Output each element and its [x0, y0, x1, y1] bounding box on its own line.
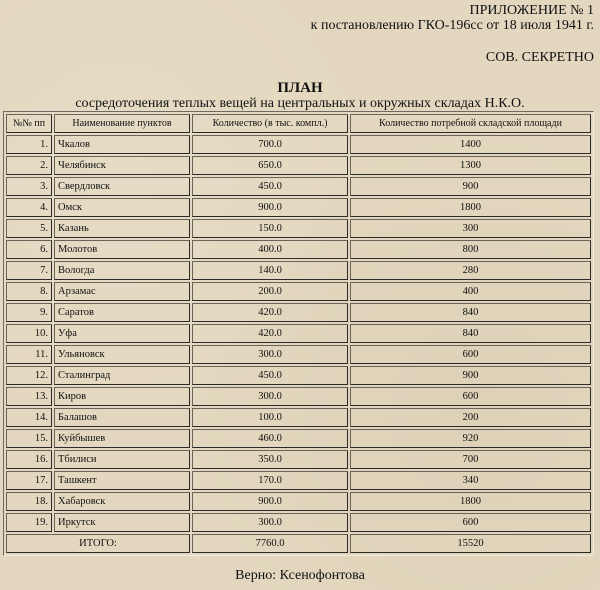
table-row	[6, 219, 591, 238]
row-storage-area: 920	[350, 429, 591, 448]
row-location-name: Уфа	[54, 324, 190, 343]
table-row	[6, 198, 591, 217]
row-number: 1.	[6, 135, 52, 154]
row-quantity: 150.0	[192, 219, 348, 238]
column-header-name: Наименование пунктов	[54, 114, 190, 133]
table-row	[6, 345, 591, 364]
row-location-name: Арзамас	[54, 282, 190, 301]
row-storage-area: 1800	[350, 492, 591, 511]
row-quantity: 140.0	[192, 261, 348, 280]
row-storage-area: 340	[350, 471, 591, 490]
table-row	[6, 471, 591, 490]
row-number: 6.	[6, 240, 52, 259]
row-storage-area: 1400	[350, 135, 591, 154]
row-quantity: 170.0	[192, 471, 348, 490]
row-location-name: Свердловск	[54, 177, 190, 196]
row-storage-area: 900	[350, 177, 591, 196]
row-number: 9.	[6, 303, 52, 322]
row-location-name: Чкалов	[54, 135, 190, 154]
total-area: 15520	[350, 534, 591, 553]
row-number: 3.	[6, 177, 52, 196]
row-location-name: Омск	[54, 198, 190, 217]
column-header-number: №№ пп	[6, 114, 52, 133]
row-storage-area: 600	[350, 513, 591, 532]
table-row	[6, 324, 591, 343]
row-storage-area: 1300	[350, 156, 591, 175]
row-location-name: Челябинск	[54, 156, 190, 175]
row-quantity: 420.0	[192, 324, 348, 343]
row-quantity: 450.0	[192, 366, 348, 385]
row-quantity: 300.0	[192, 387, 348, 406]
row-storage-area: 600	[350, 387, 591, 406]
row-number: 10.	[6, 324, 52, 343]
resolution-reference: к постановлению ГКО-196сс от 18 июля 1941 г.	[310, 18, 594, 33]
page-title: ПЛАН	[277, 80, 323, 96]
column-header-area: Количество потребной складской площади	[350, 114, 591, 133]
row-quantity: 460.0	[192, 429, 348, 448]
table-row	[6, 135, 591, 154]
plan-table	[3, 111, 594, 556]
row-location-name: Иркутск	[54, 513, 190, 532]
row-location-name: Киров	[54, 387, 190, 406]
row-location-name: Балашов	[54, 408, 190, 427]
row-quantity: 450.0	[192, 177, 348, 196]
row-number: 14.	[6, 408, 52, 427]
row-number: 4.	[6, 198, 52, 217]
row-storage-area: 800	[350, 240, 591, 259]
row-location-name: Молотов	[54, 240, 190, 259]
row-number: 18.	[6, 492, 52, 511]
row-quantity: 900.0	[192, 198, 348, 217]
row-quantity: 300.0	[192, 513, 348, 532]
table-row	[6, 303, 591, 322]
table-row	[6, 366, 591, 385]
row-quantity: 900.0	[192, 492, 348, 511]
row-location-name: Хабаровск	[54, 492, 190, 511]
table-row	[6, 387, 591, 406]
row-quantity: 420.0	[192, 303, 348, 322]
row-storage-area: 900	[350, 366, 591, 385]
table-body	[6, 135, 591, 532]
row-number: 11.	[6, 345, 52, 364]
row-location-name: Куйбышев	[54, 429, 190, 448]
row-quantity: 200.0	[192, 282, 348, 301]
table-row	[6, 240, 591, 259]
row-storage-area: 400	[350, 282, 591, 301]
row-storage-area: 280	[350, 261, 591, 280]
table-row	[6, 177, 591, 196]
total-quantity: 7760.0	[192, 534, 348, 553]
table-row	[6, 282, 591, 301]
row-number: 12.	[6, 366, 52, 385]
table-row	[6, 261, 591, 280]
total-label: ИТОГО:	[6, 534, 190, 553]
row-location-name: Ташкент	[54, 471, 190, 490]
row-location-name: Казань	[54, 219, 190, 238]
row-storage-area: 1800	[350, 198, 591, 217]
table-row	[6, 429, 591, 448]
table-header-row	[6, 114, 591, 133]
row-number: 15.	[6, 429, 52, 448]
row-quantity: 400.0	[192, 240, 348, 259]
row-quantity: 100.0	[192, 408, 348, 427]
table-row	[6, 408, 591, 427]
row-location-name: Саратов	[54, 303, 190, 322]
row-location-name: Вологда	[54, 261, 190, 280]
row-storage-area: 200	[350, 408, 591, 427]
row-number: 8.	[6, 282, 52, 301]
row-storage-area: 840	[350, 324, 591, 343]
row-number: 17.	[6, 471, 52, 490]
row-quantity: 650.0	[192, 156, 348, 175]
document-header	[311, 3, 594, 33]
row-number: 2.	[6, 156, 52, 175]
table-total-row	[6, 534, 591, 553]
table-row	[6, 513, 591, 532]
row-storage-area: 700	[350, 450, 591, 469]
certification-signature: Верно: Ксенофонтова	[235, 568, 365, 583]
table-row	[6, 156, 591, 175]
row-quantity: 350.0	[192, 450, 348, 469]
row-quantity: 700.0	[192, 135, 348, 154]
row-location-name: Сталинград	[54, 366, 190, 385]
row-number: 13.	[6, 387, 52, 406]
row-storage-area: 600	[350, 345, 591, 364]
column-header-quantity: Количество (в тыс. компл.)	[192, 114, 348, 133]
row-quantity: 300.0	[192, 345, 348, 364]
row-number: 7.	[6, 261, 52, 280]
table-row	[6, 492, 591, 511]
classification-mark: СОВ. СЕКРЕТНО	[485, 50, 594, 65]
row-number: 19.	[6, 513, 52, 532]
row-storage-area: 300	[350, 219, 591, 238]
table-row	[6, 450, 591, 469]
row-location-name: Ульяновск	[54, 345, 190, 364]
appendix-label: ПРИЛОЖЕНИЕ № 1	[469, 3, 594, 18]
page-subtitle: сосредоточения теплых вещей на центральных и окружных складах Н.К.О.	[75, 96, 525, 111]
row-location-name: Тбилиси	[54, 450, 190, 469]
row-storage-area: 840	[350, 303, 591, 322]
row-number: 16.	[6, 450, 52, 469]
row-number: 5.	[6, 219, 52, 238]
